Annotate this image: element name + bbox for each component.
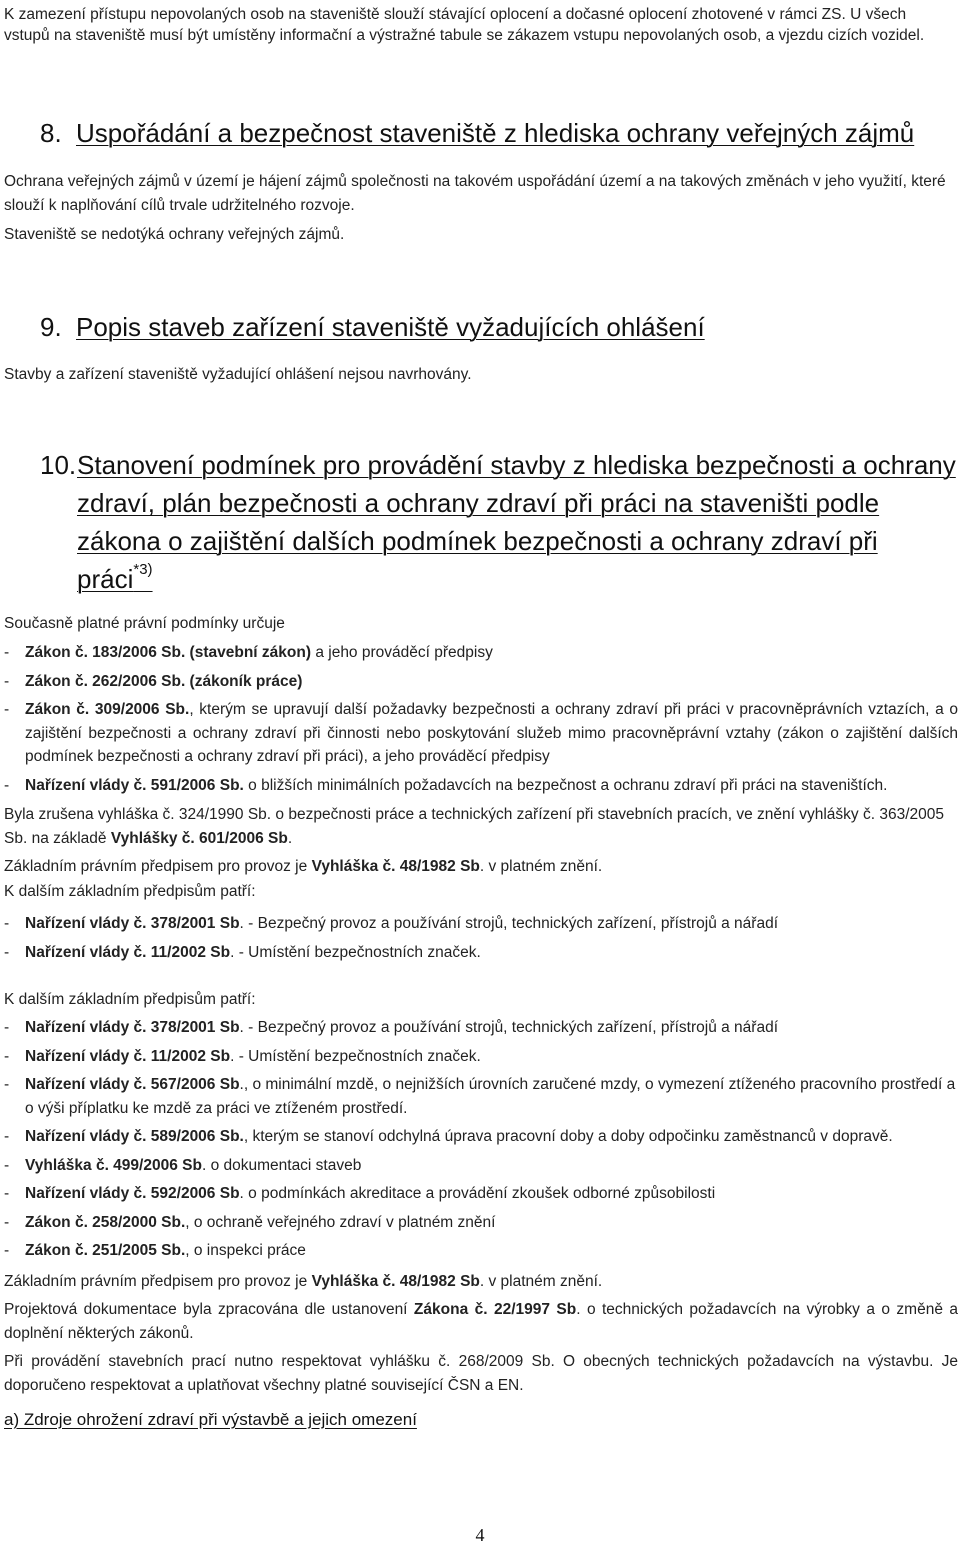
law-list-secondary-2 — [4, 1016, 958, 1263]
section-9-paragraph: Stavby a zařízení staveniště vyžadující ohlášení nejsou navrhovány. — [4, 366, 472, 383]
section-10-number: 10. — [40, 450, 77, 480]
list-item: - Nařízení vlády č. 592/2006 Sb. o podmínkách akreditace a provádění zkoušek odborné způsobilosti — [4, 1185, 716, 1202]
law-list-secondary-1 — [4, 912, 958, 964]
list-item: - Nařízení vlády č. 11/2002 Sb. - Umístění bezpečnostních značek. — [4, 1047, 481, 1065]
section-10-title: Stanovení podmínek pro provádění stavby z hlediska bezpečnosti a ochrany zdraví, plán bezpečnosti a ochrany zdraví při práci na staveništi podle zákona o zajištění dalších podmínek bezpečnosti a ochrany zdraví při práci$^{*3)}$ — [77, 450, 956, 594]
intro-paragraph: K zamezení přístupu nepovolaných osob na staveniště slouží stávající oplocení a dočasné oplocení zhotovené v rámci ZS. U všech vstupů na staveniště musí být umístěny informační a výstražné tabule se zákazem vstupu nepovolaných osob, a vjezdu cizích vozidel. — [4, 6, 925, 44]
list-item: - Nařízení vlády č. 378/2001 Sb. - Bezpečný provoz a používání strojů, technických zařízení, přístrojů a nářadí — [4, 915, 779, 932]
list-item: - Vyhláška č. 499/2006 Sb. o dokumentaci staveb — [4, 1156, 362, 1174]
list-item: - Nařízení vlády č. 378/2001 Sb. - Bezpečný provoz a používání strojů, technických zařízení, přístrojů a nářadí — [4, 1019, 779, 1036]
law-list-primary — [4, 641, 958, 797]
basic-regulation-note-1: Základním právním předpisem pro provoz je Vyhláška č. 48/1982 Sb. v platném znění. — [4, 858, 603, 875]
list-item: - Nařízení vlády č. 11/2002 Sb. - Umístění bezpečnostních značek. — [4, 943, 481, 961]
page-number: 4 — [475, 1525, 485, 1545]
list-item: - Nařízení vlády č. 591/2006 Sb. o bližších minimálních požadavcích na bezpečnost a ochranu zdraví při práci na staveništích. — [4, 776, 888, 794]
list-item: - Zákon č. 251/2005 Sb., o inspekci práce — [4, 1242, 306, 1259]
list-item: - Zákon č. 262/2006 Sb. (zákoník práce) — [4, 672, 303, 690]
list-item: - Nařízení vlády č. 567/2006 Sb., o minimální mzdě, o nejnižších úrovních zaručené mzdy, o vymezení ztíženého pracovního prostředí a o výši příplatku ke mzdě za práci ve ztíženém prostředí. — [4, 1076, 956, 1117]
footnote-ref: *3) — [133, 561, 153, 578]
section-9-number: 9. — [40, 312, 62, 342]
section-8-title: Uspořádání a bezpečnost staveniště z hlediska ochrany veřejných zájmů — [76, 118, 915, 148]
repealed-regulation-note: Byla zrušena vyhláška č. 324/1990 Sb. o bezpečnosti práce a technických zařízení při stavebních pracích, ve znění vyhlášky č. 363/2005 Sb. na základě Vyhlášky č. 601/2006 Sb. — [4, 806, 944, 847]
construction-works-paragraph: Při provádění stavebních prací nutno respektovat vyhlášku č. 268/2009 Sb. O obecných technických požadavcích na výstavbu. Je doporučeno respektovat a uplatňovat všechny platné související ČSN a EN. — [4, 1353, 958, 1394]
project-documentation-paragraph: Projektová dokumentace byla zpracována dle ustanovení Zákona č. 22/1997 Sb. o technických požadavcích na výrobky a o změně a doplnění některých zákonů. — [4, 1301, 958, 1342]
section-9-title: Popis staveb zařízení staveniště vyžadujících ohlášení — [76, 312, 705, 342]
basic-regulation-note-2: Základním právním předpisem pro provoz je Vyhláška č. 48/1982 Sb. v platném znění. — [4, 1273, 603, 1290]
section-8-paragraph: Ochrana veřejných zájmů v území je hájení zájmů společnosti na takovém uspořádání území a na takových změnách v jeho využití, které slouží k naplňování cílů trvale udržitelného rozvoje. — [4, 173, 946, 214]
section-8-number: 8. — [40, 118, 62, 148]
subsection-a-heading: a) Zdroje ohrožení zdraví při výstavbě a jejich omezení — [4, 1410, 417, 1429]
other-regulations-heading-1: K dalším základním předpisům patří: — [4, 883, 256, 900]
list-item: - Zákon č. 258/2000 Sb., o ochraně veřejného zdraví v platném znění — [4, 1213, 496, 1231]
list-item: - Zákon č. 183/2006 Sb. (stavební zákon) a jeho prováděcí předpisy — [4, 644, 493, 661]
list-item: - Zákon č. 309/2006 Sb., kterým se upravují další požadavky bezpečnosti a ochrany zdraví při práci v pracovněprávních vztazích, a o zajištění bezpečnosti a ochrany zdraví při činnosti nebo poskytování služeb mimo pracovněprávní vztahy (zákon o zajištění dalších podmínek bezpečnosti a ochrany zdraví při práci), a jeho prováděcí předpisy — [4, 701, 958, 765]
section-9-heading — [40, 308, 705, 346]
section-8-heading — [40, 114, 914, 152]
list-item: - Nařízení vlády č. 589/2006 Sb., kterým se stanoví odchylná úprava pracovní doby a doby odpočinku zaměstnanců v dopravě. — [4, 1128, 893, 1145]
legal-conditions-lead: Současně platné právní podmínky určuje — [4, 615, 285, 632]
section-10-heading — [40, 446, 960, 598]
other-regulations-heading-2: K dalším základním předpisům patří: — [4, 991, 256, 1008]
section-8-note: Staveniště se nedotýká ochrany veřejných zájmů. — [4, 226, 345, 243]
